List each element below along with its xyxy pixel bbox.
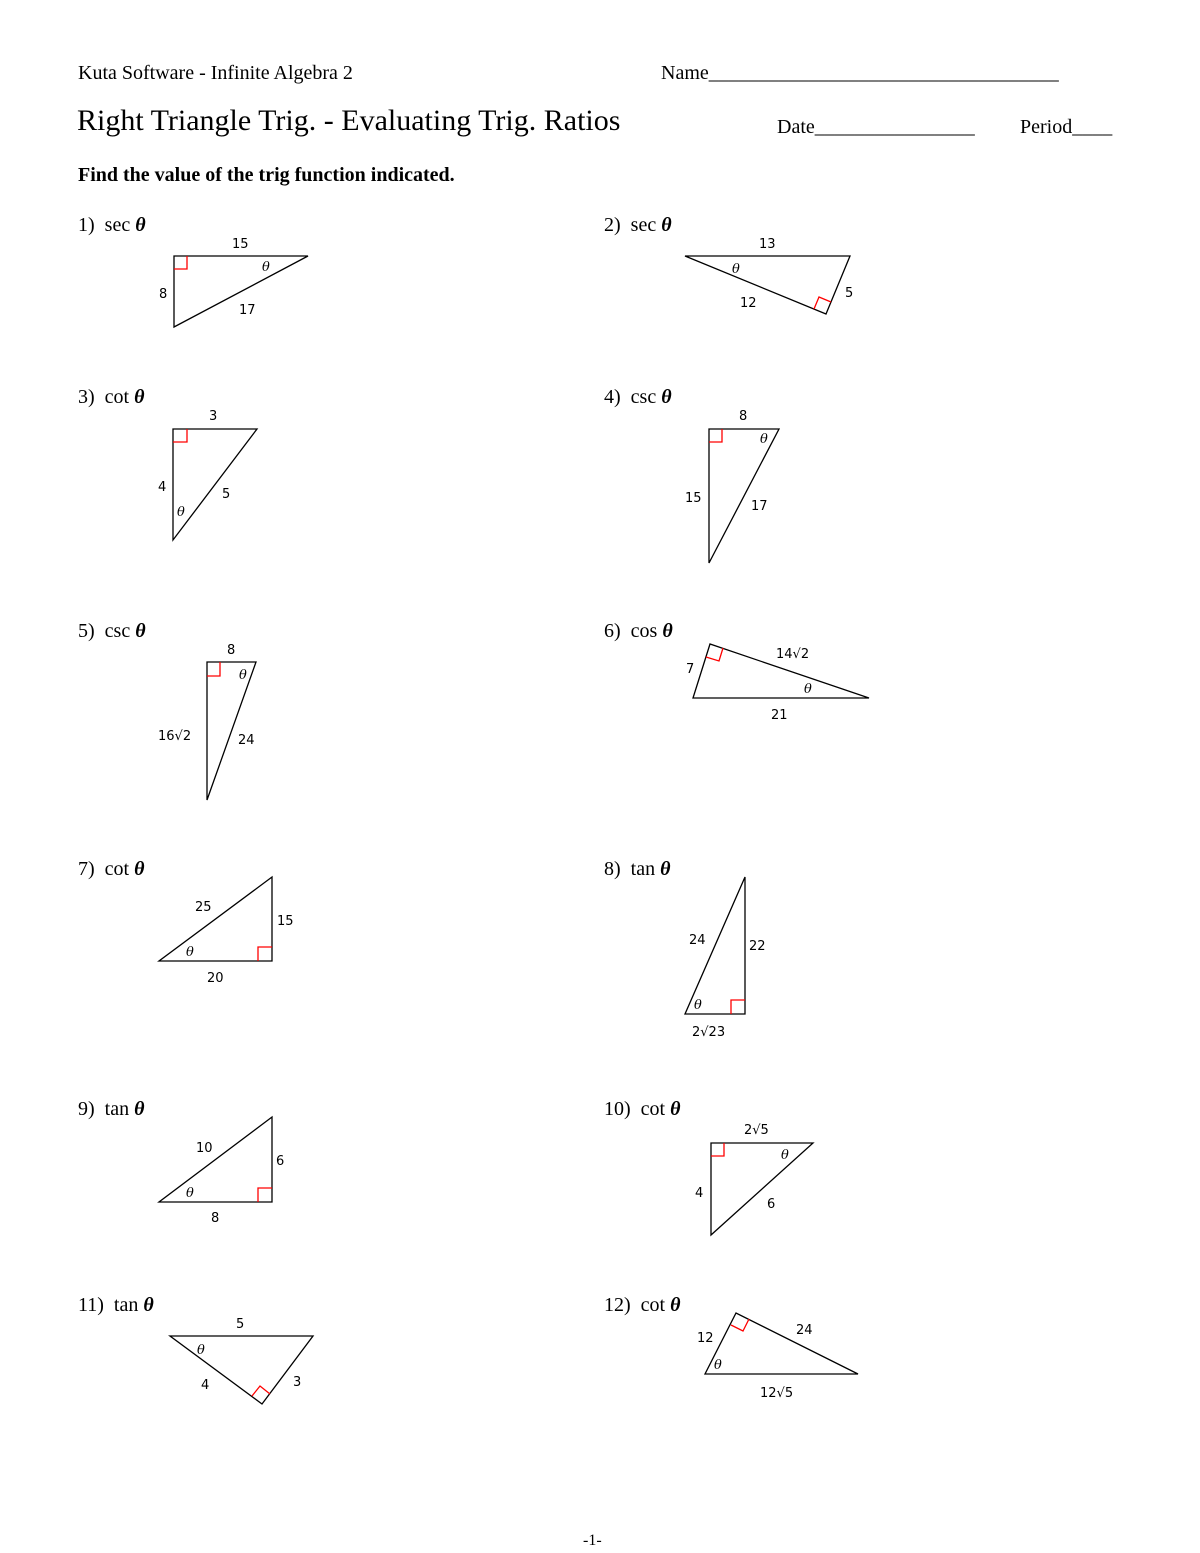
period-field[interactable]: Period____ [1020, 116, 1113, 138]
triangle-9 [159, 1117, 284, 1226]
right-angle-marker-11 [252, 1386, 270, 1396]
side-label: 8 [159, 287, 168, 302]
side-label: 4 [695, 1186, 704, 1201]
side-label: 12√5 [760, 1386, 794, 1401]
side-label: 3 [209, 409, 218, 424]
triangle-12-outline [705, 1313, 858, 1374]
triangle-1 [159, 237, 308, 327]
triangle-10 [695, 1123, 813, 1235]
theta-label: θ [186, 945, 194, 960]
triangle-12 [697, 1313, 858, 1401]
side-label: 15 [685, 491, 702, 506]
theta-label: θ [186, 1186, 194, 1201]
triangle-8 [685, 877, 766, 1040]
problem-2-label: 2) sec θ [604, 214, 672, 236]
side-label: 4 [158, 480, 167, 495]
right-angle-marker-7 [258, 947, 272, 961]
side-label: 24 [238, 733, 255, 748]
right-angle-marker-5 [207, 662, 220, 676]
triangle-5 [158, 643, 256, 800]
right-angle-marker-9 [258, 1188, 272, 1202]
triangle-4-outline [709, 429, 779, 563]
side-label: 21 [771, 708, 788, 723]
side-label: 17 [239, 303, 256, 318]
side-label: 24 [796, 1323, 813, 1338]
theta-label: θ [177, 505, 185, 520]
problem-10-label: 10) cot θ [604, 1098, 681, 1120]
page-number: -1- [583, 1532, 602, 1549]
side-label: 16√2 [158, 729, 192, 744]
side-label: 12 [697, 1331, 714, 1346]
side-label: 8 [227, 643, 236, 658]
triangle-3 [158, 409, 257, 540]
theta-label: θ [804, 682, 812, 697]
instructions: Find the value of the trig function indicated. [78, 164, 455, 186]
theta-label: θ [239, 668, 247, 683]
problem-8-label: 8) tan θ [604, 858, 671, 880]
problem-7-label: 7) cot θ [78, 858, 145, 880]
problem-11-label: 11) tan θ [78, 1294, 154, 1316]
side-label: 7 [686, 662, 695, 677]
problem-4-label: 4) csc θ [604, 386, 672, 408]
side-label: 10 [196, 1141, 213, 1156]
page-title: Right Triangle Trig. - Evaluating Trig. Ratios [77, 104, 621, 137]
side-label: 20 [207, 971, 224, 986]
theta-label: θ [732, 262, 740, 277]
side-label: 17 [751, 499, 768, 514]
side-label: 2√5 [744, 1123, 769, 1138]
side-label: 6 [767, 1197, 776, 1212]
side-label: 24 [689, 933, 706, 948]
side-label: 25 [195, 900, 212, 915]
side-label: 2√23 [692, 1025, 726, 1040]
side-label: 15 [232, 237, 249, 252]
triangle-11 [170, 1317, 313, 1404]
theta-label: θ [262, 260, 270, 275]
side-label: 8 [211, 1211, 220, 1226]
problem-3-label: 3) cot θ [78, 386, 145, 408]
side-label: 15 [277, 914, 294, 929]
triangle-11-outline [170, 1336, 313, 1404]
right-angle-marker-4 [709, 429, 722, 442]
side-label: 13 [759, 237, 776, 252]
right-angle-marker-3 [173, 429, 187, 442]
theta-label: θ [714, 1358, 722, 1373]
side-label: 5 [845, 286, 854, 301]
side-label: 5 [222, 487, 231, 502]
side-label: 22 [749, 939, 766, 954]
triangle-5-outline [207, 662, 256, 800]
name-field[interactable]: Name___________________________________ [661, 62, 1059, 84]
triangle-10-outline [711, 1143, 813, 1235]
problem-9-label: 9) tan θ [78, 1098, 145, 1120]
triangle-7-outline [159, 877, 272, 961]
triangle-9-outline [159, 1117, 272, 1202]
triangle-7 [159, 877, 294, 986]
theta-label: θ [781, 1148, 789, 1163]
right-angle-marker-8 [731, 1000, 745, 1014]
side-label: 14√2 [776, 647, 810, 662]
problem-6-label: 6) cos θ [604, 620, 673, 642]
side-label: 5 [236, 1317, 245, 1332]
theta-label: θ [197, 1343, 205, 1358]
triangle-3-outline [173, 429, 257, 540]
right-angle-marker-12 [731, 1319, 749, 1331]
worksheet-source: Kuta Software - Infinite Algebra 2 [78, 62, 353, 84]
triangle-2-outline [685, 256, 850, 314]
side-label: 6 [276, 1154, 285, 1169]
right-angle-marker-1 [174, 256, 187, 269]
triangle-6 [686, 644, 869, 723]
problem-1-label: 1) sec θ [78, 214, 146, 236]
date-field[interactable]: Date________________ [777, 116, 975, 138]
triangle-4 [685, 409, 779, 563]
side-label: 12 [740, 296, 757, 311]
problem-5-label: 5) csc θ [78, 620, 146, 642]
problem-12-label: 12) cot θ [604, 1294, 681, 1316]
side-label: 3 [293, 1375, 302, 1390]
theta-label: θ [694, 998, 702, 1013]
side-label: 4 [201, 1378, 210, 1393]
side-label: 8 [739, 409, 748, 424]
right-angle-marker-10 [711, 1143, 724, 1156]
triangle-2 [685, 237, 853, 314]
theta-label: θ [760, 432, 768, 447]
